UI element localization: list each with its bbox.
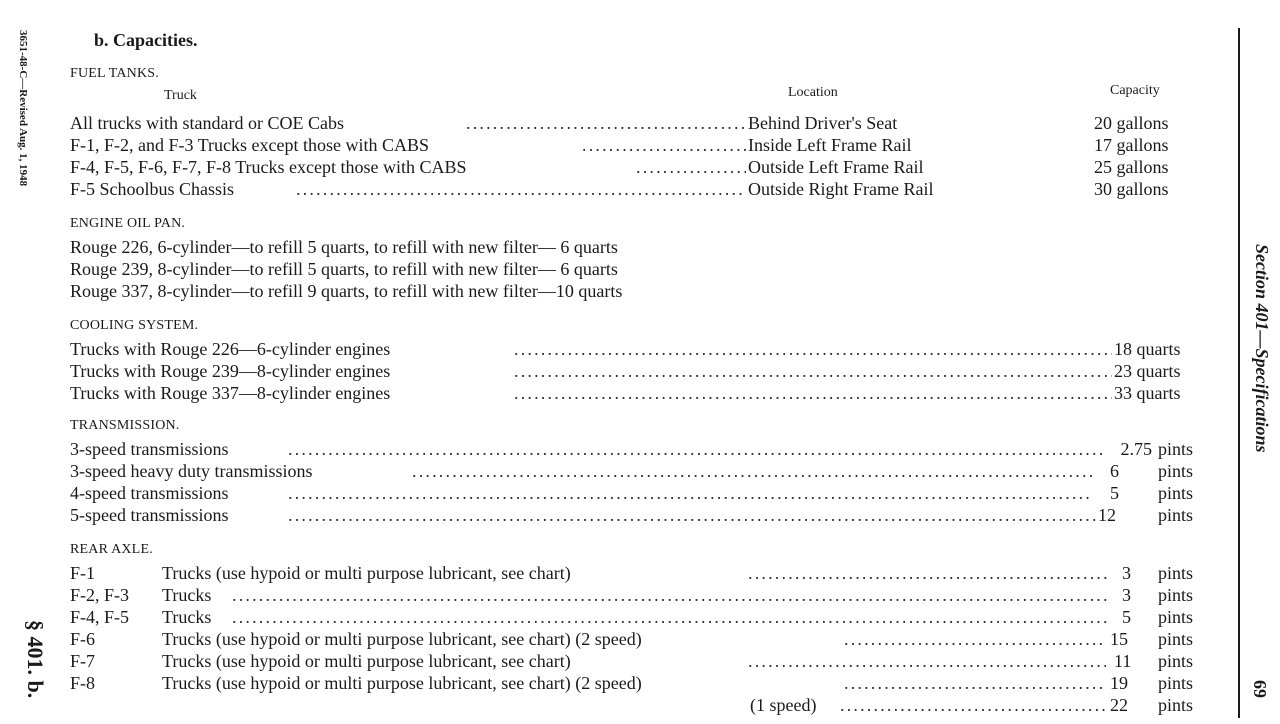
rear-axle-unit: pints [1158, 695, 1194, 715]
col-truck: Truck [164, 88, 197, 103]
cooling-system-heading: COOLING SYSTEM. [70, 318, 199, 333]
rear-axle-value: 5 [1122, 607, 1131, 627]
transmission-label: 3-speed heavy duty transmissions [70, 461, 313, 481]
transmission-value: 12 [1098, 505, 1116, 525]
rear-axle-row [70, 650, 1210, 672]
leader-dots [288, 438, 1106, 460]
cooling-label: Trucks with Rouge 226—6-cylinder engines [70, 339, 391, 359]
fuel-tanks-heading: FUEL TANKS. [70, 66, 159, 81]
rear-axle-heading: REAR AXLE. [70, 542, 153, 557]
transmission-row [70, 504, 1210, 526]
rear-axle-unit: pints [1158, 629, 1194, 649]
rear-axle-unit: pints [1158, 607, 1194, 627]
fuel-capacity: 30 gallons [1094, 179, 1169, 199]
doc-reference [10, 30, 48, 270]
transmission-unit: pints [1158, 505, 1194, 525]
fuel-truck: F-5 Schoolbus Chassis [70, 179, 235, 199]
transmission-unit: pints [1158, 461, 1194, 481]
leader-dots [288, 504, 1096, 526]
col-location: Location [788, 85, 838, 100]
col-capacity: Capacity [1110, 83, 1160, 98]
rear-axle-desc: Trucks [162, 607, 212, 627]
rear-axle-unit: pints [1158, 585, 1194, 605]
cooling-row [70, 382, 1210, 404]
rear-axle-row [70, 562, 1210, 584]
rear-axle-model: F-8 [70, 673, 96, 693]
transmission-row [70, 438, 1210, 460]
running-heading-text: Section 401—Specifications [1252, 244, 1272, 453]
transmission-value: 5 [1110, 483, 1119, 503]
fuel-capacity: 20 gallons [1094, 113, 1169, 133]
rear-axle-row [70, 694, 1210, 716]
fuel-capacity: 25 gallons [1094, 157, 1169, 177]
leader-dots [748, 562, 1108, 584]
section-mark [10, 620, 50, 720]
rear-axle-row [70, 672, 1210, 694]
cooling-value: 33 quarts [1114, 383, 1181, 403]
rear-axle-model: F-7 [70, 651, 96, 671]
leader-dots [844, 628, 1106, 650]
doc-reference-text: 3651-48-C—Revised Aug. 1, 1948 [17, 30, 29, 187]
leader-dots [514, 360, 1112, 382]
fuel-location: Inside Left Frame Rail [748, 135, 912, 155]
rear-axle-model: F-6 [70, 629, 96, 649]
transmission-heading: TRANSMISSION. [70, 418, 180, 433]
fuel-location: Outside Right Frame Rail [748, 179, 934, 199]
rear-axle-value: 3 [1122, 585, 1131, 605]
fuel-truck: F-1, F-2, and F-3 Trucks except those with CABS [70, 135, 430, 155]
oil-row: Rouge 226, 6-cylinder—to refill 5 quarts, to refill with new filter— 6 quarts [70, 237, 618, 257]
rear-axle-value: 15 [1110, 629, 1128, 649]
leader-dots [296, 178, 746, 200]
page-title: b. Capacities. [94, 30, 198, 50]
cooling-value: 18 quarts [1114, 339, 1181, 359]
transmission-row [70, 460, 1210, 482]
section-mark-text: § 401. b. [23, 620, 48, 699]
rear-axle-desc: Trucks (use hypoid or multi purpose lubricant, see chart) [162, 563, 571, 583]
leader-dots [582, 134, 746, 156]
rear-axle-desc: Trucks (use hypoid or multi purpose lubricant, see chart) [162, 651, 571, 671]
rear-axle-desc: Trucks (use hypoid or multi purpose lubricant, see chart) (2 speed) [162, 673, 642, 693]
oil-row: Rouge 239, 8-cylinder—to refill 5 quarts, to refill with new filter— 6 quarts [70, 259, 618, 279]
cooling-row [70, 338, 1210, 360]
cooling-label: Trucks with Rouge 337—8-cylinder engines [70, 383, 391, 403]
transmission-unit: pints [1158, 439, 1194, 459]
cooling-value: 23 quarts [1114, 361, 1181, 381]
rear-axle-model: F-1 [70, 563, 96, 583]
leader-dots [466, 112, 746, 134]
leader-dots [412, 460, 1092, 482]
rear-axle-desc: Trucks (use hypoid or multi purpose lubricant, see chart) (2 speed) [162, 629, 642, 649]
fuel-location: Behind Driver's Seat [748, 113, 898, 133]
fuel-row [70, 134, 1210, 156]
leader-dots [636, 156, 746, 178]
cooling-row [70, 360, 1210, 382]
cooling-label: Trucks with Rouge 239—8-cylinder engines [70, 361, 391, 381]
fuel-row [70, 156, 1210, 178]
rear-axle-value: 19 [1110, 673, 1128, 693]
running-heading [1240, 244, 1278, 494]
rear-axle-value: 3 [1122, 563, 1131, 583]
rear-axle-model: F-2, F-3 [70, 585, 130, 605]
transmission-unit: pints [1158, 483, 1194, 503]
rear-axle-row [70, 606, 1210, 628]
leader-dots [514, 382, 1112, 404]
transmission-label: 5-speed transmissions [70, 505, 229, 525]
fuel-truck: All trucks with standard or COE Cabs [70, 113, 344, 133]
fuel-row [70, 112, 1210, 134]
transmission-row [70, 482, 1210, 504]
rear-axle-value: 11 [1114, 651, 1132, 671]
leader-dots [288, 482, 1092, 504]
rear-axle-value: 22 [1110, 695, 1128, 715]
fuel-location: Outside Left Frame Rail [748, 157, 924, 177]
rear-axle-row [70, 584, 1210, 606]
fuel-capacity: 17 gallons [1094, 135, 1169, 155]
leader-dots [232, 606, 1108, 628]
leader-dots [844, 672, 1106, 694]
leader-dots [840, 694, 1106, 716]
fuel-truck: F-4, F-5, F-6, F-7, F-8 Trucks except those with CABS [70, 157, 467, 177]
rear-axle-desc: Trucks [162, 585, 212, 605]
rear-axle-unit: pints [1158, 651, 1194, 671]
page-number-text: 69 [1250, 680, 1270, 698]
page-number [1240, 680, 1278, 720]
leader-dots [514, 338, 1112, 360]
rear-axle-desc: (1 speed) [750, 695, 817, 715]
oil-row: Rouge 337, 8-cylinder—to refill 9 quarts, to refill with new filter—10 quarts [70, 281, 623, 301]
transmission-value: 6 [1110, 461, 1119, 481]
fuel-row [70, 178, 1210, 200]
transmission-label: 3-speed transmissions [70, 439, 229, 459]
leader-dots [748, 650, 1106, 672]
rear-axle-unit: pints [1158, 673, 1194, 693]
rear-axle-unit: pints [1158, 563, 1194, 583]
rear-axle-row [70, 628, 1210, 650]
rear-axle-model: F-4, F-5 [70, 607, 130, 627]
transmission-value: 2.75 [1120, 439, 1152, 459]
leader-dots [232, 584, 1108, 606]
engine-oil-pan-heading: ENGINE OIL PAN. [70, 216, 186, 231]
transmission-label: 4-speed transmissions [70, 483, 229, 503]
